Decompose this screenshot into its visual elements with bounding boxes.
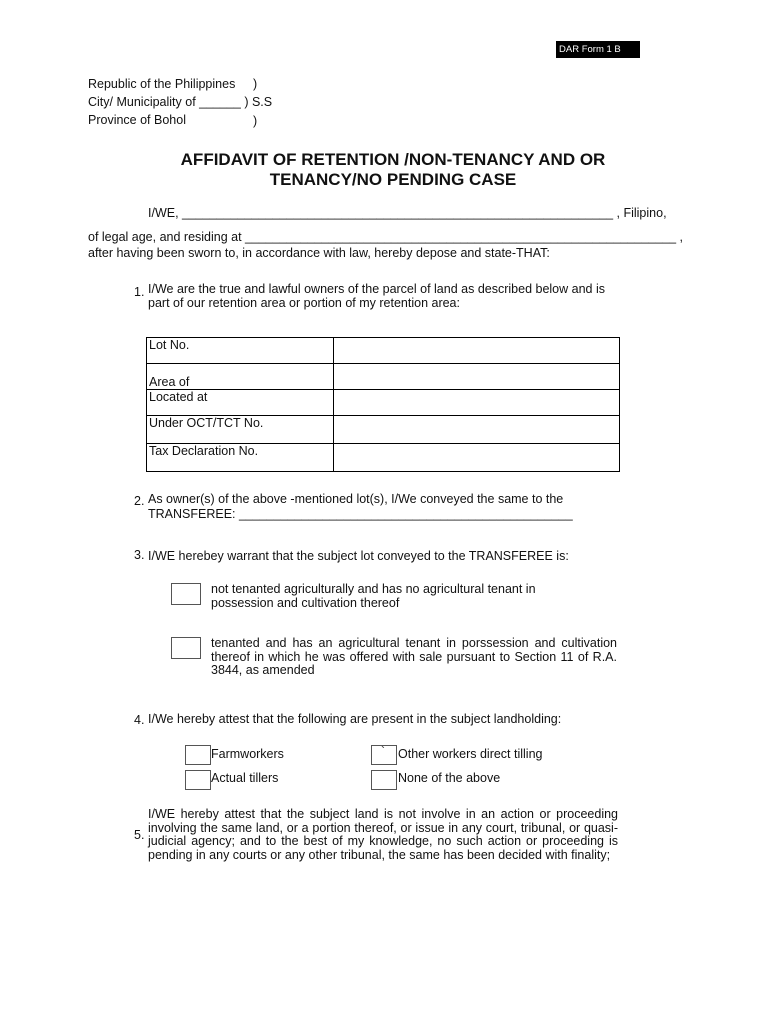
farmworkers-label: Farmworkers <box>211 747 284 761</box>
venue-paren: ) <box>253 77 258 91</box>
item2-line-1: As owner(s) of the above -mentioned lot(s), I/We conveyed the same to the <box>148 492 564 506</box>
item-number: 1. <box>134 285 145 299</box>
venue-city: City/ Municipality of ______ ) S.S <box>88 95 273 109</box>
table-row <box>147 364 620 390</box>
not-tenanted-checkbox[interactable] <box>171 583 201 605</box>
item-number: 2. <box>134 494 145 508</box>
none-of-the-above-checkbox[interactable] <box>371 770 397 790</box>
table-value-cell[interactable] <box>334 416 620 444</box>
table-value-cell[interactable] <box>334 390 620 416</box>
item-number: 5. <box>134 828 145 842</box>
checkbox-mark: ` <box>381 744 385 758</box>
intro-sworn-line: after having been sworn to, in accordance with law, hereby depose and state-THAT: <box>88 246 550 260</box>
item4-text: I/We hereby attest that the following are present in the subject landholding: <box>148 712 562 726</box>
table-label-cell: Located at <box>147 390 334 416</box>
venue-republic: Republic of the Philippines <box>88 77 236 91</box>
tenanted-option-label: tenanted and has an agricultural tenant in porssession and cultivation thereof in which he was offered with sale pursuant to Section 11 of R.A. 3844, as amended <box>211 636 617 677</box>
actual-tillers-label: Actual tillers <box>211 771 279 785</box>
document-title-line-1: AFFIDAVIT OF RETENTION /NON-TENANCY AND OR <box>180 150 606 169</box>
table-label-cell: Under OCT/TCT No. <box>147 416 334 444</box>
item1-text: I/We are the true and lawful owners of the parcel of land as described below and is part of our retention area or portion of my retention area: <box>148 282 605 310</box>
document-title-line-2: TENANCY/NO PENDING CASE <box>269 170 517 189</box>
tenanted-checkbox[interactable] <box>171 637 201 659</box>
venue-province: Province of Bohol <box>88 113 186 127</box>
none-of-the-above-label: None of the above <box>398 771 501 785</box>
item5-text: I/WE hereby attest that the subject land is not involve in an action or proceeding involving the same land, or a portion thereof, or issue in any court, tribunal, or quasi-judicial agency; and to the best of my knowledge, no such action or proceeding is pending in any courts or any other tribunal, the same has been decided with finality; <box>148 807 618 862</box>
table-label-cell: Area of <box>147 364 334 390</box>
not-tenanted-option-label: not tenanted agriculturally and has no agricultural tenant in possession and cultivation thereof <box>211 582 536 610</box>
other-workers-label: Other workers direct tilling <box>398 747 543 761</box>
table-row <box>147 390 620 416</box>
item2-transferee-line: TRANSFEREE: ________________________________________________ <box>148 507 573 521</box>
farmworkers-checkbox[interactable] <box>185 745 211 765</box>
table-row <box>147 416 620 444</box>
intro-residence-line: of legal age, and residing at ______________________________________________________________ , <box>88 230 684 244</box>
table-value-cell[interactable] <box>334 338 620 364</box>
form-code-label: DAR Form 1 B <box>556 41 640 58</box>
item-number: 4. <box>134 713 145 727</box>
table-row <box>147 444 620 472</box>
item-number: 3. <box>134 548 145 562</box>
table-row <box>147 338 620 364</box>
venue-paren: ) <box>253 114 258 128</box>
table-value-cell[interactable] <box>334 444 620 472</box>
intro-name-line: I/WE, ______________________________________________________________ , Filipino, <box>148 206 667 220</box>
table-value-cell[interactable] <box>334 364 620 390</box>
table-label-cell: Lot No. <box>147 338 334 364</box>
actual-tillers-checkbox[interactable] <box>185 770 211 790</box>
item3-text: I/WE herebey warrant that the subject lot conveyed to the TRANSFEREE is: <box>148 549 569 563</box>
other-workers-checkbox[interactable] <box>371 745 397 765</box>
table-label-cell: Tax Declaration No. <box>147 444 334 472</box>
land-details-table <box>146 337 620 472</box>
